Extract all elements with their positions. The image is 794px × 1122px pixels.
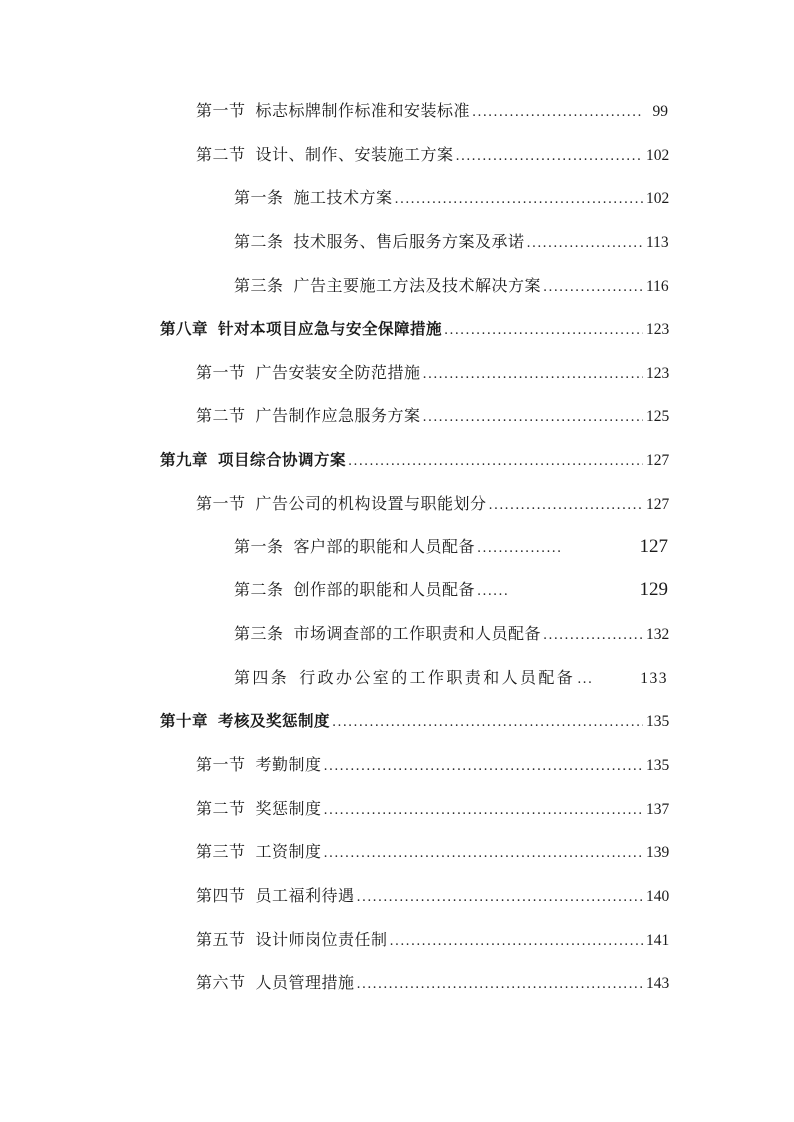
toc-entry[interactable] [0, 611, 794, 655]
toc-entry-page-number: 135 [646, 713, 670, 731]
dot-leader [357, 890, 643, 905]
toc-entry-number: 第六节 [196, 973, 246, 993]
toc-entry-page-number: 127 [646, 495, 670, 513]
toc-entry-number: 第二节 [196, 798, 246, 818]
toc-entry-title: 行政办公室的工作职责和人员配备 [299, 668, 576, 688]
toc-entry-title: 施工技术方案 [293, 188, 393, 208]
toc-entry-label [234, 534, 475, 557]
toc-entry-number: 第二条 [234, 580, 284, 600]
dot-leader [489, 498, 643, 513]
toc-entry-title: 广告公司的机构设置与职能划分 [255, 493, 487, 513]
dot-leader [543, 280, 643, 295]
toc-entry-number: 第九章 [160, 450, 209, 469]
toc-entry[interactable] [0, 655, 794, 699]
dot-leader [332, 715, 643, 730]
toc-entry-label [234, 621, 541, 644]
toc-entry[interactable] [0, 698, 794, 742]
toc-entry-page-number: 143 [646, 975, 670, 993]
toc-entry[interactable] [0, 829, 794, 873]
dot-leader [324, 803, 643, 818]
toc-entry-number: 第三条 [234, 275, 284, 295]
dot-leader [543, 628, 643, 643]
toc-entry-title: 人员管理措施 [255, 973, 355, 993]
toc-entry-number: 第五节 [196, 929, 246, 949]
dot-leader [423, 367, 643, 382]
toc-entry-number: 第二节 [196, 406, 246, 426]
dot-leader [423, 410, 643, 425]
toc-entry-label [196, 752, 322, 775]
toc-entry-title: 标志标牌制作标准和安装标准 [255, 101, 471, 121]
toc-entry[interactable] [0, 219, 794, 263]
toc-entry[interactable] [0, 88, 794, 132]
toc-entry-number: 第十章 [160, 712, 209, 731]
toc-entry-label [196, 883, 355, 906]
toc-entry-label [196, 927, 388, 950]
toc-entry-label [196, 796, 322, 819]
dot-leader [456, 149, 643, 164]
table-of-contents [0, 88, 794, 1003]
toc-entry-label [196, 839, 322, 862]
toc-entry[interactable] [0, 568, 794, 612]
toc-entry[interactable] [0, 873, 794, 917]
dot-leader [527, 236, 643, 251]
toc-entry-number: 第一条 [234, 536, 284, 556]
toc-entry[interactable] [0, 393, 794, 437]
toc-entry-title: 考核及奖惩制度 [218, 712, 331, 731]
toc-entry-label [160, 448, 346, 470]
toc-entry[interactable] [0, 960, 794, 1004]
toc-entry-label [234, 665, 575, 688]
toc-entry-page-number: 102 [646, 146, 670, 164]
toc-entry[interactable] [0, 306, 794, 350]
toc-entry[interactable] [0, 916, 794, 960]
toc-entry-title: 客户部的职能和人员配备 [293, 536, 476, 556]
toc-entry[interactable] [0, 350, 794, 394]
toc-entry-number: 第一节 [196, 493, 246, 513]
toc-entry-title: 考勤制度 [255, 755, 322, 775]
toc-entry-page-number: 129 [639, 579, 668, 601]
toc-entry-title: 市场调查部的工作职责和人员配备 [293, 624, 542, 644]
toc-entry-title: 创作部的职能和人员配备 [293, 580, 476, 600]
dot-leader [444, 323, 643, 338]
toc-entry-page-number: 135 [646, 757, 670, 775]
toc-entry-label [234, 229, 525, 252]
dot-leader: ................ [477, 540, 563, 556]
toc-entry-number: 第三节 [196, 842, 246, 862]
dot-leader [472, 105, 643, 120]
dot-leader [324, 846, 643, 861]
toc-entry-title: 广告主要施工方法及技术解决方案 [293, 275, 542, 295]
toc-entry-label [196, 360, 421, 383]
toc-entry[interactable] [0, 262, 794, 306]
toc-entry-number: 第一条 [234, 188, 284, 208]
toc-entry-number: 第二条 [234, 232, 284, 252]
toc-entry-label [234, 273, 541, 296]
toc-entry-label [160, 317, 442, 339]
toc-entry-page-number: 116 [646, 277, 669, 295]
toc-entry-title: 设计师岗位责任制 [255, 929, 388, 949]
toc-entry-number: 第四节 [196, 885, 246, 905]
toc-entry-title: 项目综合协调方案 [218, 450, 347, 469]
toc-entry[interactable] [0, 175, 794, 219]
toc-entry[interactable] [0, 437, 794, 481]
toc-entry-title: 针对本项目应急与安全保障措施 [218, 319, 443, 338]
toc-entry-page-number: 127 [646, 451, 670, 469]
dot-leader [395, 192, 643, 207]
toc-entry-page-number: 123 [646, 364, 670, 382]
toc-entry-page-number: 141 [646, 931, 670, 949]
toc-entry-number: 第一节 [196, 755, 246, 775]
toc-entry-title: 技术服务、售后服务方案及承诺 [293, 232, 525, 252]
toc-entry-page-number: 140 [646, 887, 670, 905]
toc-entry-title: 工资制度 [255, 842, 322, 862]
toc-entry-page-number: 137 [646, 800, 670, 818]
toc-entry[interactable] [0, 742, 794, 786]
toc-entry-page-number: 125 [646, 408, 670, 426]
toc-entry-number: 第一节 [196, 101, 246, 121]
dot-leader: ... [577, 672, 594, 688]
toc-entry-number: 第八章 [160, 319, 209, 338]
toc-entry-title: 奖惩制度 [255, 798, 322, 818]
toc-entry[interactable] [0, 524, 794, 568]
toc-entry-page-number: 132 [646, 626, 670, 644]
toc-entry-label [234, 185, 393, 208]
toc-entry[interactable] [0, 480, 794, 524]
toc-entry-label [196, 491, 487, 514]
toc-entry-page-number: 102 [646, 190, 670, 208]
dot-leader [390, 934, 643, 949]
toc-entry-label [196, 403, 421, 426]
toc-entry-label [196, 970, 355, 993]
toc-entry-page-number: 133 [640, 670, 668, 688]
toc-entry-page-number: 113 [646, 234, 669, 252]
toc-entry[interactable] [0, 786, 794, 830]
dot-leader [348, 454, 643, 469]
toc-entry-title: 设计、制作、安装施工方案 [255, 144, 454, 164]
toc-entry-label [196, 142, 454, 165]
toc-entry-number: 第二节 [196, 144, 246, 164]
dot-leader: ...... [477, 584, 510, 600]
toc-entry-page-number: 139 [646, 844, 670, 862]
toc-entry-label [234, 577, 475, 600]
toc-entry-page-number: 127 [639, 535, 668, 557]
toc-entry-number: 第四条 [234, 668, 290, 688]
toc-entry-title: 员工福利待遇 [255, 885, 355, 905]
dot-leader [324, 759, 643, 774]
toc-entry-page-number: 123 [646, 320, 670, 338]
toc-entry-number: 第一节 [196, 362, 246, 382]
toc-entry-number: 第三条 [234, 624, 284, 644]
toc-entry-title: 广告制作应急服务方案 [255, 406, 421, 426]
toc-entry[interactable] [0, 132, 794, 176]
toc-entry-page-number: 99 [652, 103, 668, 121]
toc-entry-label [196, 98, 470, 121]
dot-leader [357, 977, 643, 992]
toc-entry-label [160, 709, 330, 731]
toc-entry-title: 广告安装安全防范措施 [255, 362, 421, 382]
